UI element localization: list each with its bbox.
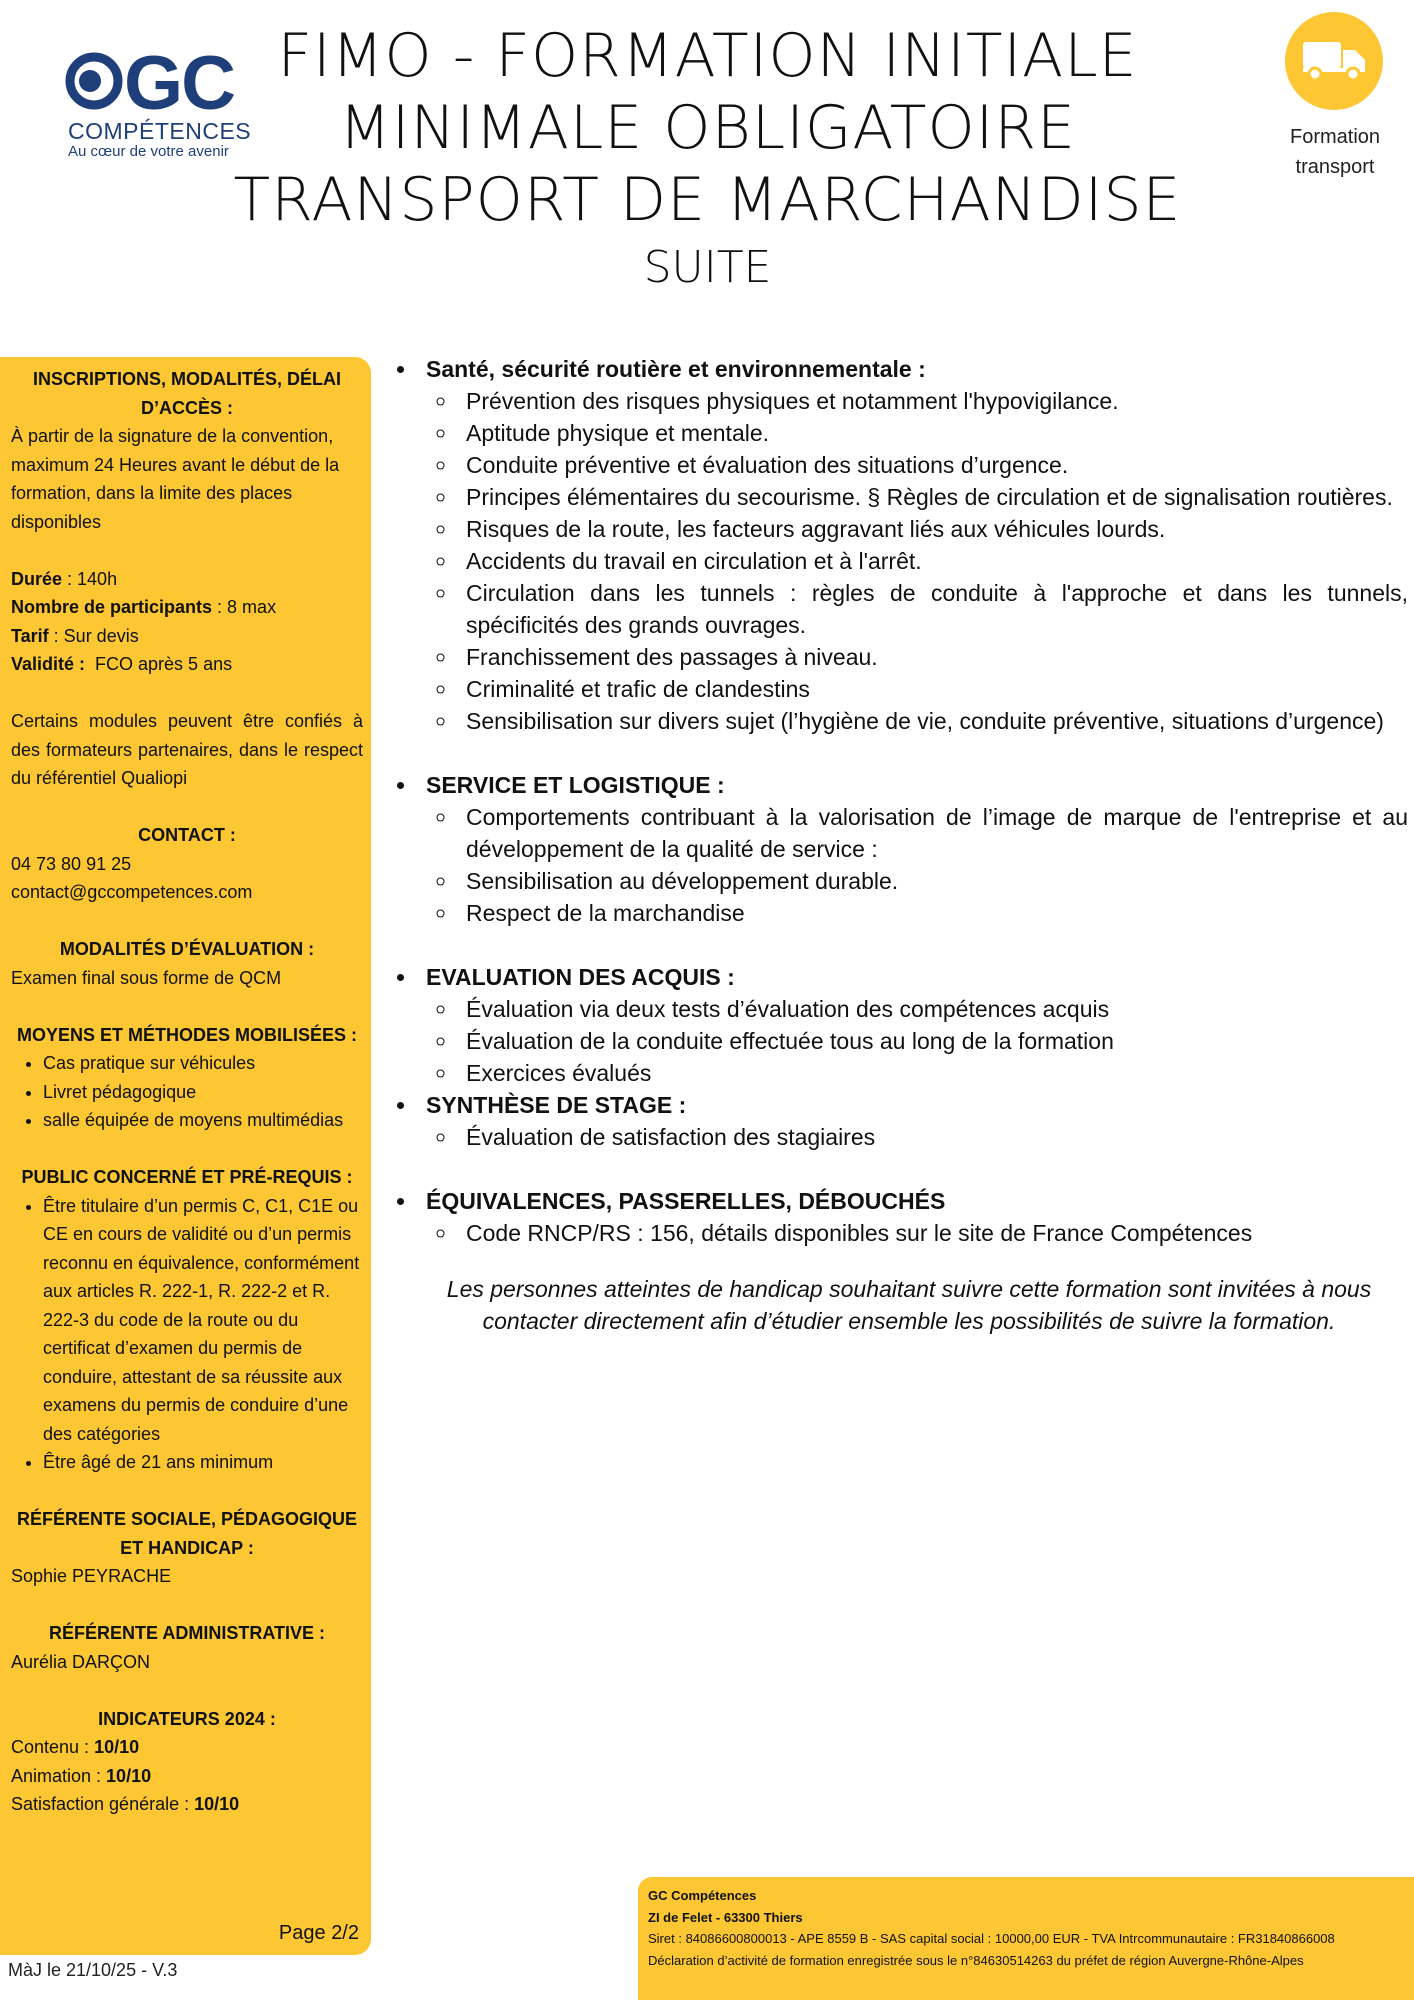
page-title (230, 20, 1185, 298)
section-items (426, 385, 1408, 737)
section-list (386, 353, 1408, 1249)
indicateur-row (11, 1762, 363, 1791)
title-line-1: FIMO - FORMATION INITIALE (277, 21, 1138, 91)
company-footer (638, 1877, 1414, 2000)
page-number: Page 2/2 (278, 1921, 359, 1944)
list-item: ◦ Évaluation de satisfaction des stagiaires (458, 1121, 1408, 1153)
indicateur-label: Satisfaction générale : (11, 1794, 195, 1814)
list-item: ◦ Évaluation via deux tests d’évaluation des compétences acquis (458, 993, 1408, 1025)
logo-line2: COMPÉTENCES (68, 118, 252, 144)
info-sidebar (0, 357, 371, 1955)
indicateur-row (11, 1733, 363, 1762)
moyens-title: MOYENS ET MÉTHODES MOBILISÉES : (16, 1024, 358, 1045)
section-title: ÉQUIVALENCES, PASSERELLES, DÉBOUCHÉS (426, 1188, 946, 1214)
validite-label: Validité : (11, 654, 86, 674)
list-item: ◦ Aptitude physique et mentale. (458, 417, 1408, 449)
section-items (426, 1217, 1408, 1249)
list-item: ◦ Sensibilisation sur divers sujet (l’hygiène de vie, conduite préventive, situations d’urgence) (458, 705, 1408, 737)
title-line-3: TRANSPORT DE MARCHANDISE (233, 165, 1182, 235)
public-title: PUBLIC CONCERNÉ ET PRÉ-REQUIS : (21, 1167, 353, 1187)
list-item: ◦ Principes élémentaires du secourisme. § Règles de circulation et de signalisation routières. (458, 481, 1408, 513)
tarif-value: : Sur devis (48, 625, 139, 646)
contact-title: CONTACT : (138, 825, 236, 845)
logo-ring-icon (64, 50, 124, 112)
list-item: • Être âgé de 21 ans minimum (43, 1448, 363, 1477)
list-item: • Être titulaire d’un permis C, C1, C1E ou CE en cours de validité ou d’un permis reconnu en équivalence, conformément aux articles R. 222-1, R. 222-2 et R. 222-3 du code de la route ou du certificat d’examen du permis de conduire, attestant de sa réussite aux examens du permis de conduire d’une des catégories (43, 1192, 363, 1449)
section-title: SERVICE ET LOGISTIQUE : (426, 772, 725, 798)
section-service (418, 769, 1408, 961)
participants-label: Nombre de participants (11, 597, 213, 617)
list-item: • Livret pédagogique (43, 1078, 363, 1107)
list-item: ◦ Criminalité et trafic de clandestins (458, 673, 1408, 705)
list-item: ◦ Évaluation de la conduite effectuée tous au long de la formation (458, 1025, 1408, 1057)
badge-label-line-1: Formation (1289, 126, 1381, 148)
tarif-label: Tarif (11, 625, 49, 646)
badge-label-line-2: transport (1295, 156, 1375, 178)
list-item: ◦ Respect de la marchandise (458, 897, 1408, 929)
category-badge (1285, 12, 1383, 110)
list-item: ◦ Prévention des risques physiques et notamment l'hypovigilance. (458, 385, 1408, 417)
referente-admin-title: RÉFÉRENTE ADMINISTRATIVE : (48, 1623, 325, 1643)
duree-value: : 140h (62, 568, 118, 589)
section-equivalences (418, 1185, 1408, 1249)
indicateur-label: Contenu : (11, 1737, 95, 1757)
footer-company: GC Compétences (648, 1888, 757, 1903)
duree-label: Durée (11, 568, 63, 589)
section-items (426, 993, 1408, 1089)
section-title: EVALUATION DES ACQUIS : (426, 964, 735, 990)
list-item: ◦ Conduite préventive et évaluation des situations d’urgence. (458, 449, 1408, 481)
section-sante (418, 353, 1408, 769)
main-content (386, 353, 1408, 1337)
list-item: ◦ Franchissement des passages à niveau. (458, 641, 1408, 673)
duree-row (11, 565, 363, 594)
footer-legal: Siret : 84086600800013 - APE 8559 B - SAS capital social : 10000,00 EUR - TVA Intrcommunautaire : FR31840866008 (648, 1931, 1335, 1946)
public-list (11, 1192, 363, 1477)
validite-value: FCO après 5 ans (85, 654, 233, 674)
title-line-2: MINIMALE OBLIGATOIRE (339, 93, 1076, 163)
section-title: SYNTHÈSE DE STAGE : (426, 1092, 687, 1118)
section-items (426, 1121, 1408, 1153)
contact-phone[interactable]: 04 73 80 91 25 (11, 853, 132, 874)
indicateur-value: 10/10 (194, 1794, 240, 1814)
list-item: ◦ Circulation dans les tunnels : règles de conduite à l'approche et dans les tunnels, spécificités des grands ouvrages. (458, 577, 1408, 641)
list-item: ◦ Exercices évalués (458, 1057, 1408, 1089)
inscriptions-title: INSCRIPTIONS, MODALITÉS, DÉLAI D’ACCÈS : (32, 369, 341, 418)
participants-row (11, 593, 363, 622)
indicateur-label: Animation : (11, 1765, 107, 1786)
truck-icon (1301, 38, 1369, 82)
referente-sociale-title: RÉFÉRENTE SOCIALE, PÉDAGOGIQUE ET HANDICAP : (16, 1509, 358, 1558)
footer-address: ZI de Felet - 63300 Thiers (648, 1909, 803, 1925)
list-item: ◦ Risques de la route, les facteurs aggravant liés aux véhicules lourds. (458, 513, 1408, 545)
section-title: Santé, sécurité routière et environnementale : (426, 356, 926, 382)
logo-tagline: Au cœur de votre avenir (68, 143, 229, 160)
indicateur-value: 10/10 (106, 1765, 152, 1786)
section-items (426, 801, 1408, 929)
list-item: ◦ Accidents du travail en circulation et à l'arrêt. (458, 545, 1408, 577)
list-item: ◦ Comportements contribuant à la valorisation de l’image de marque de l'entreprise et au développement de la qualité de service : (458, 801, 1408, 865)
referente-sociale-name: Sophie PEYRACHE (11, 1566, 172, 1586)
company-logo (64, 41, 252, 165)
badge-label (1255, 122, 1414, 182)
logo-name: GC (124, 41, 234, 126)
indicateur-row (11, 1790, 363, 1819)
referente-admin-name: Aurélia DARÇON (11, 1651, 151, 1672)
participants-value: : 8 max (212, 597, 277, 617)
footer-declaration: Déclaration d’activité de formation enregistrée sous le n°84630514263 du préfet de région Auvergne-Rhône-Alpes (648, 1952, 1304, 1968)
indicateur-value: 10/10 (94, 1737, 140, 1757)
moyens-list (11, 1049, 363, 1135)
inscriptions-text: À partir de la signature de la convention, maximum 24 Heures avant le début de la formation, dans la limite des places disponibles (11, 426, 340, 532)
evaluation-title: MODALITÉS D’ÉVALUATION : (59, 939, 315, 959)
modules-text: Certains modules peuvent être confiés à des formateurs partenaires, dans le respect du référentiel Qualiopi (11, 711, 363, 788)
title-line-4: SUITE (643, 242, 772, 293)
contact-email[interactable]: contact@gccompetences.com (11, 882, 253, 902)
update-date: MàJ le 21/10/25 - V.3 (8, 1960, 178, 1980)
section-synthese (418, 1089, 1408, 1185)
list-item: ◦ Code RNCP/RS : 156, détails disponibles sur le site de France Compétences (458, 1217, 1408, 1249)
tarif-row (11, 622, 363, 651)
section-evaluation (418, 961, 1408, 1089)
list-item: • salle équipée de moyens multimédias (43, 1106, 363, 1135)
evaluation-text: Examen final sous forme de QCM (11, 967, 282, 988)
list-item: ◦ Sensibilisation au développement durable. (458, 865, 1408, 897)
indicateurs-title: INDICATEURS 2024 : (98, 1708, 276, 1729)
list-item: • Cas pratique sur véhicules (43, 1049, 363, 1078)
validite-row (11, 650, 363, 679)
handicap-note: Les personnes atteintes de handicap souhaitant suivre cette formation sont invitées à nous contacter directement afin d’étudier ensemble les possibilités de suivre la formation. (446, 1276, 1372, 1334)
